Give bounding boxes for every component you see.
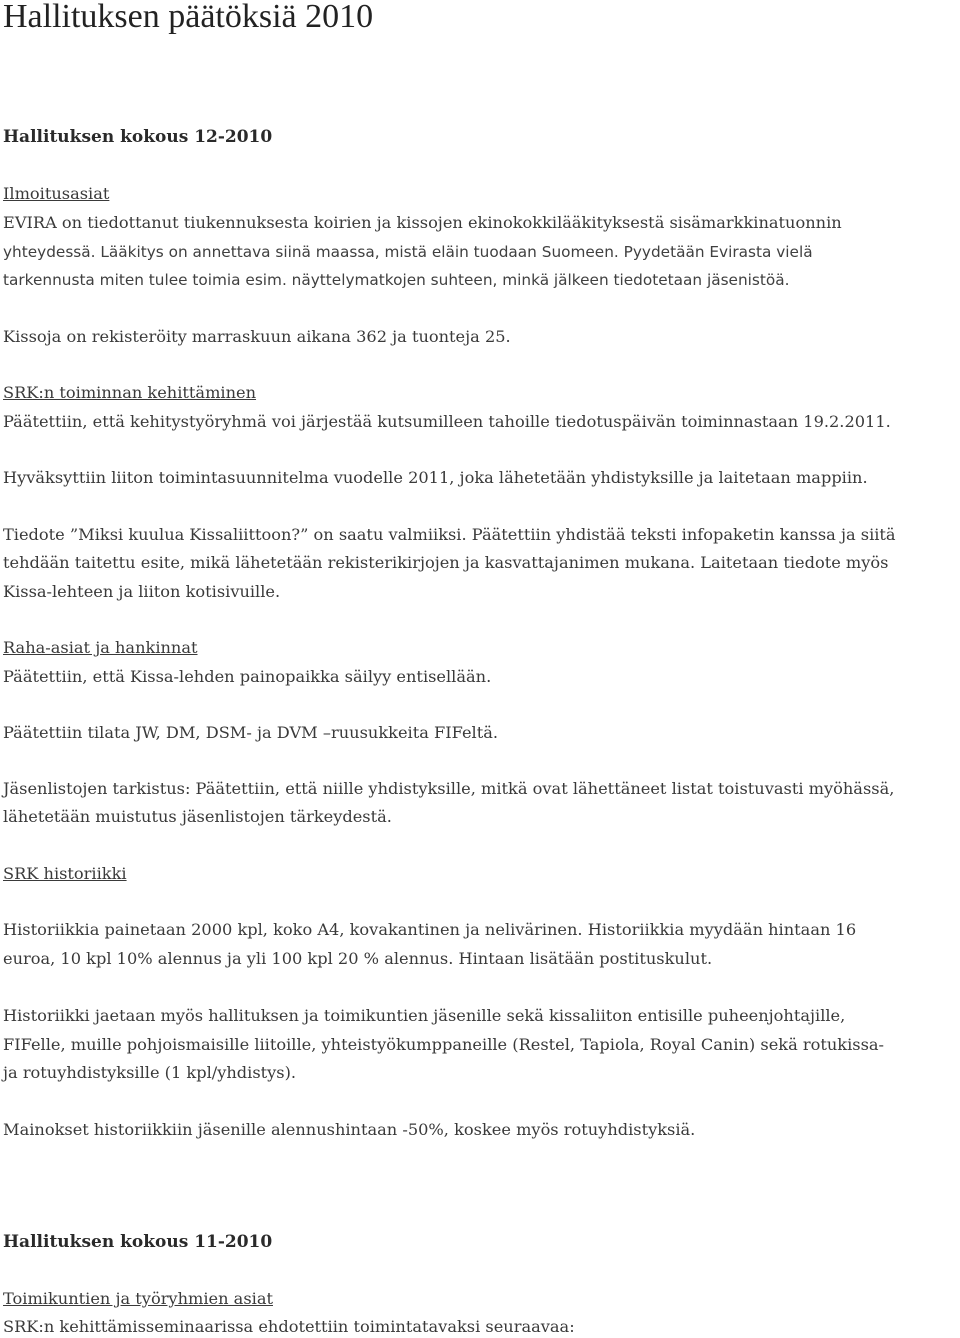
paragraph-line: Tiedote ”Miksi kuulua Kissaliittoon?” on saatu valmiiksi. Päätettiin yhdistää teksti infopaketin kanssa ja siitä (3, 525, 896, 544)
section-link-toimikunnat[interactable]: Toimikuntien ja työryhmien asiat (3, 1289, 273, 1308)
meeting-heading-12-2010: Hallituksen kokous 12-2010 (3, 127, 273, 147)
meeting-heading-11-2010: Hallituksen kokous 11-2010 (3, 1232, 273, 1252)
paragraph-seminar: SRK:n kehittämisseminaarissa ehdotettiin toimintatavaksi seuraavaa: (3, 1317, 575, 1336)
paragraph-line: Kissa-lehteen ja liiton kotisivuille. (3, 582, 281, 601)
paragraph-line: Historiikki jaetaan myös hallituksen ja toimikuntien jäsenille sekä kissaliiton entisille puheenjohtajille, (3, 1006, 846, 1025)
paragraph-rosettes: Päätettiin tilata JW, DM, DSM- ja DVM –ruusukkeita FIFeltä. (3, 723, 499, 742)
section-link-srk-historiikki[interactable]: SRK historiikki (3, 864, 127, 883)
paragraph-line: EVIRA on tiedottanut tiukennuksesta koirien ja kissojen ekinokokkilääkityksestä sisämarkkinatuonnin (3, 213, 842, 232)
paragraph-action-plan: Hyväksyttiin liiton toimintasuunnitelma vuodelle 2011, joka lähetetään yhdistyksille ja laitetaan mappiin. (3, 468, 868, 487)
paragraph-line: ja rotuyhdistyksille (1 kpl/yhdistys). (3, 1063, 297, 1082)
section-link-srk-kehittaminen[interactable]: SRK:n toiminnan kehittäminen (3, 383, 257, 402)
paragraph-registered-cats: Kissoja on rekisteröity marraskuun aikana 362 ja tuonteja 25. (3, 327, 511, 346)
paragraph-line: Jäsenlistojen tarkistus: Päätettiin, että niille yhdistyksille, mitkä ovat lähettäneet listat toistuvasti myöhässä, (3, 779, 895, 798)
paragraph-line: yhteydessä. Lääkitys on annettava siinä maassa, mistä eläin tuodaan Suomeen. Pyydetään Evirasta vielä (3, 243, 813, 261)
paragraph-line: FIFelle, muille pohjoismaisille liitoille, yhteistyökumppaneille (Restel, Tapiola, Royal Canin) sekä rotukissa- (3, 1035, 885, 1054)
paragraph-infoday: Päätettiin, että kehitystyöryhmä voi järjestää kutsumilleen tahoille tiedotuspäivän toiminnastaan 19.2.2011. (3, 412, 891, 431)
paragraph-line: Historiikkia painetaan 2000 kpl, koko A4, kovakantinen ja nelivärinen. Historiikkia myydään hintaan 16 (3, 920, 857, 939)
paragraph-line: lähetetään muistutus jäsenlistojen tärkeydestä. (3, 807, 392, 826)
paragraph-ads: Mainokset historiikkiin jäsenille alennushintaan -50%, koskee myös rotuyhdistyksiä. (3, 1120, 696, 1139)
paragraph-line: tarkennusta miten tulee toimia esim. näyttelymatkojen suhteen, minkä jälkeen tiedotetaan jäsenistöä. (3, 271, 790, 289)
page-title: Hallituksen päätöksiä 2010 (3, 0, 374, 35)
paragraph-line: tehdään taitettu esite, mikä lähetetään rekisterikirjojen ja kasvattajanimen mukana. Laitetaan tiedote myös (3, 553, 889, 572)
section-link-ilmoitusasiat[interactable]: Ilmoitusasiat (3, 184, 110, 203)
paragraph-printing: Päätettiin, että Kissa-lehden painopaikka säilyy entisellään. (3, 667, 492, 686)
section-link-raha-asiat[interactable]: Raha-asiat ja hankinnat (3, 638, 198, 657)
paragraph-line: euroa, 10 kpl 10% alennus ja yli 100 kpl 20 % alennus. Hintaan lisätään postituskulut. (3, 949, 713, 968)
